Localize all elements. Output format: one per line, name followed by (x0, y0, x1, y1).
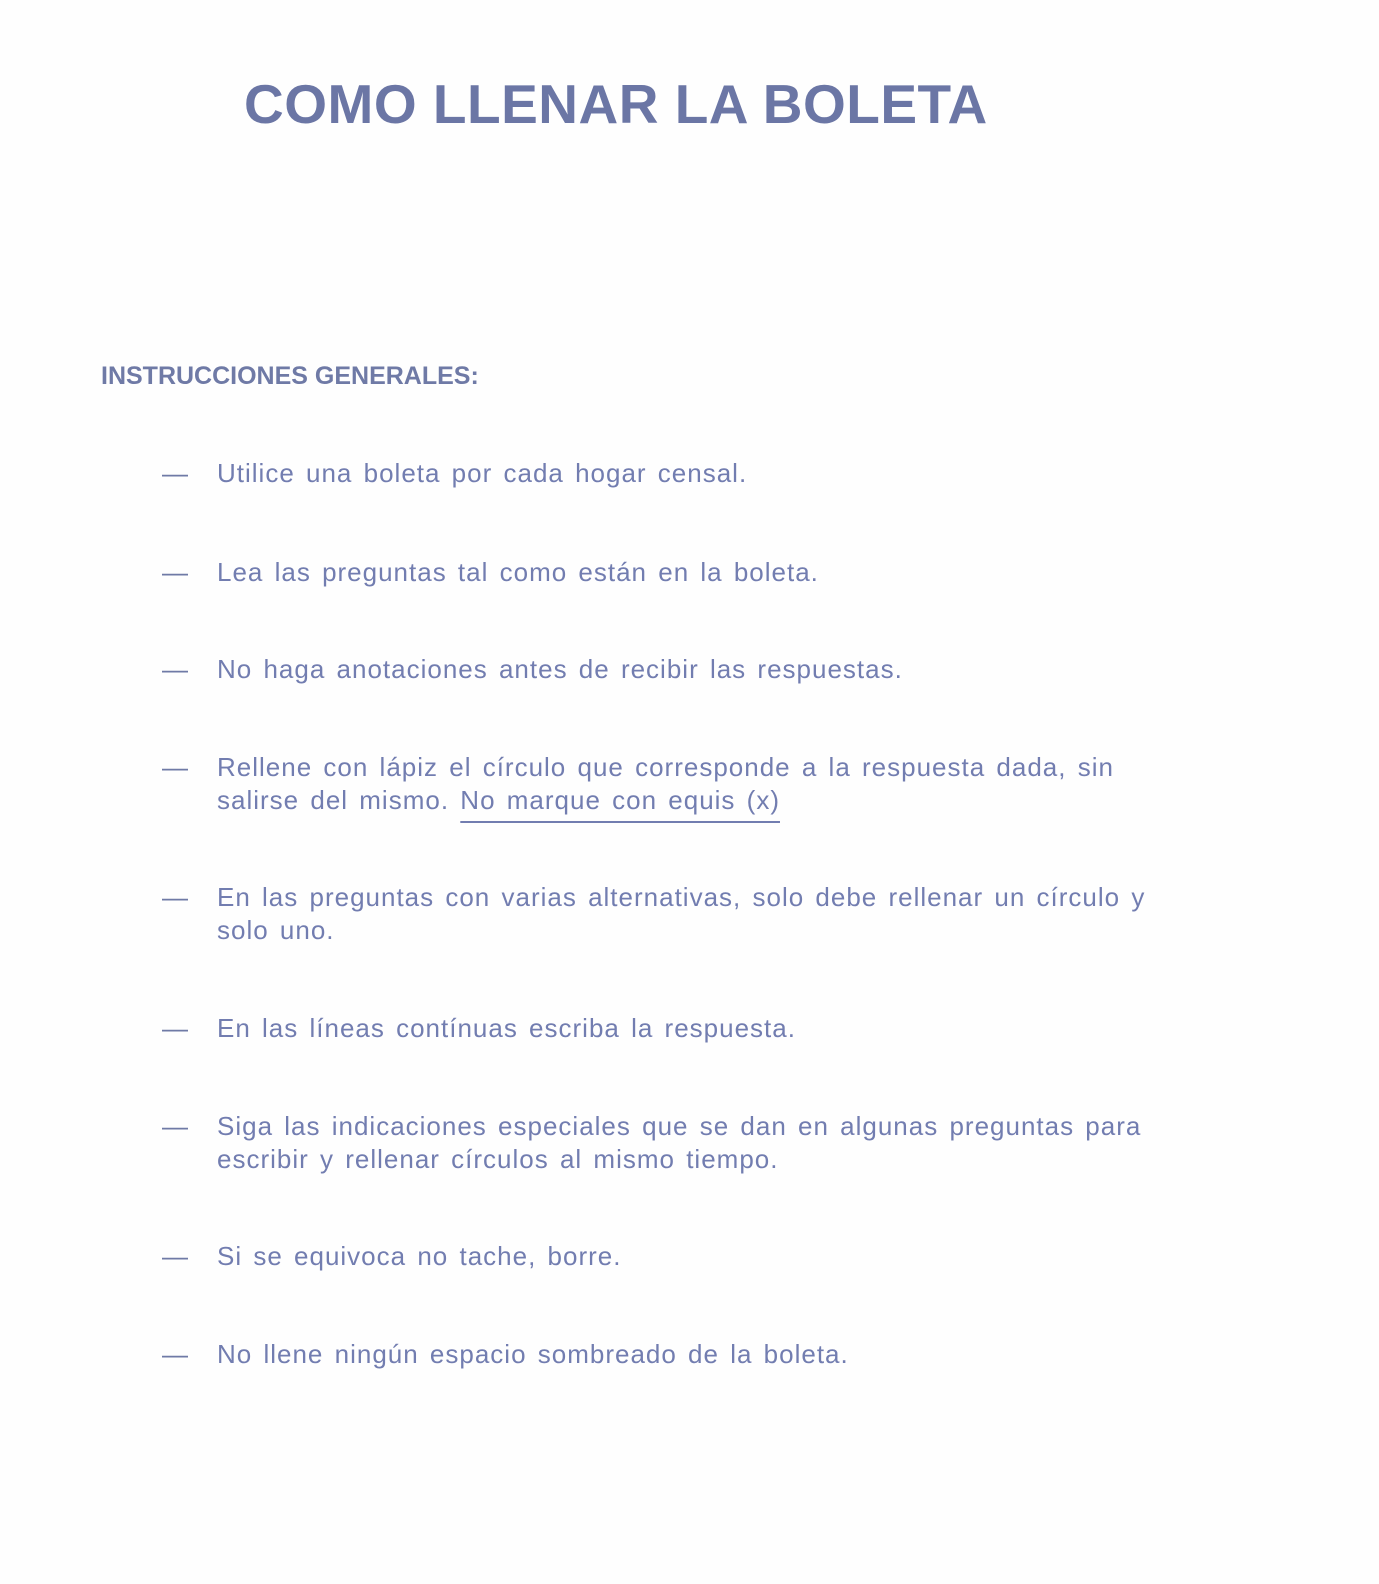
instruction-text: Utilice una boleta por cada hogar censal. (217, 458, 748, 488)
bullet-dash: — (162, 654, 188, 684)
instruction-text: No haga anotaciones antes de recibir las respuestas. (217, 654, 903, 684)
section-heading: INSTRUCCIONES GENERALES: (101, 362, 479, 390)
bullet-dash: — (162, 458, 188, 488)
bullet-dash: — (162, 882, 188, 912)
bullet-dash: — (162, 752, 188, 782)
instruction-text: En las preguntas con varias alternativas, solo debe rellenar un círculo y solo uno. (217, 882, 1146, 945)
bullet-dash: — (162, 557, 188, 587)
instruction-text: En las líneas contínuas escriba la respuesta. (217, 1013, 796, 1043)
instruction-emphasis: No marque con equis (x) (460, 785, 780, 815)
instruction-text: Siga las indicaciones especiales que se dan en algunas preguntas para escribir y rellenar círculos al mismo tiempo. (217, 1111, 1142, 1174)
instruction-text: No llene ningún espacio sombreado de la boleta. (217, 1339, 849, 1369)
bullet-dash: — (162, 1241, 188, 1271)
instruction-text (217, 751, 1147, 817)
bullet-dash: — (162, 1111, 188, 1141)
instruction-text-main: Rellene con lápiz el círculo que corresponde a la respuesta dada, sin salirse del mismo. (217, 752, 1114, 815)
page-title: COMO LLENAR LA BOLETA (244, 73, 988, 135)
bullet-dash: — (162, 1339, 188, 1369)
bullet-dash: — (162, 1013, 188, 1043)
instruction-text: Si se equivoca no tache, borre. (217, 1241, 622, 1271)
instruction-text: Lea las preguntas tal como están en la boleta. (217, 557, 819, 587)
